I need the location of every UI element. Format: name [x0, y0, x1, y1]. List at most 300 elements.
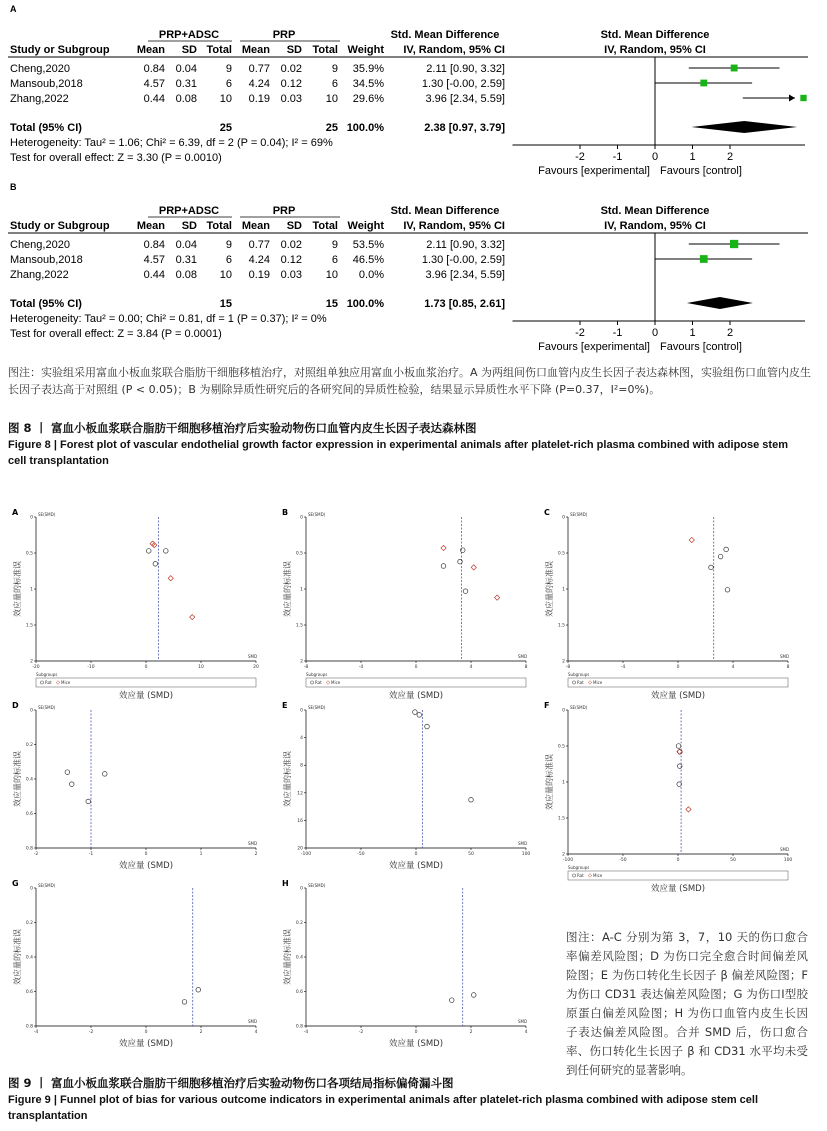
- point-rat: [425, 724, 430, 729]
- heterogeneity: Heterogeneity: Tau² = 1.06; Chi² = 6.39, df = 2 (P = 0.04); I² = 69%: [10, 137, 333, 149]
- funnel-h: [278, 876, 546, 1066]
- x-tick-label: -4: [620, 665, 626, 670]
- axis-title-y: SE(SMD): [38, 512, 56, 517]
- y-tick-label: 16: [297, 818, 303, 824]
- x-axis-label: 效应量 (SMD): [650, 691, 706, 701]
- y-tick-label: 0.4: [25, 955, 33, 961]
- study-marker: [700, 80, 707, 87]
- panel-letter: D: [12, 701, 19, 710]
- point-rat: [449, 998, 454, 1003]
- point-rat: [676, 744, 681, 749]
- y-tick-label: 1: [30, 587, 33, 593]
- funnel-g: [8, 876, 276, 1066]
- total-ci: 2.38 [0.97, 3.79]: [424, 122, 505, 134]
- y-tick-label: 0: [300, 515, 303, 521]
- point-rat: [69, 782, 74, 787]
- y-tick-label: 0.6: [25, 990, 33, 995]
- x-tick-label: 0: [676, 665, 680, 670]
- funnel-c: [540, 505, 808, 699]
- column-header: Total: [312, 44, 338, 56]
- y-tick-label: 0: [562, 708, 565, 714]
- x-tick-label: -1: [88, 852, 94, 857]
- study-marker: [700, 255, 708, 263]
- figure9-title-en: [8, 1092, 808, 1124]
- axis-title-y: SE(SMD): [570, 705, 588, 710]
- summary-diamond: [691, 121, 797, 133]
- axis-tick-label: 1: [689, 151, 696, 163]
- total-n2: 25: [325, 122, 338, 134]
- y-tick-label: 1: [300, 587, 303, 593]
- study-cell: 2.11 [0.90, 3.32]: [426, 63, 505, 75]
- panel-letter: A: [12, 508, 19, 517]
- y-tick-label: 0.8: [25, 1024, 33, 1030]
- point-rat: [709, 565, 714, 570]
- panel-letter: A: [10, 4, 17, 14]
- point-rat: [441, 564, 446, 569]
- panel-letter: B: [282, 508, 289, 517]
- funnel-a-svg: [8, 505, 276, 701]
- study-cell: 6: [331, 78, 338, 90]
- column-header: SD: [181, 220, 197, 232]
- x-tick-label: 2: [199, 1030, 203, 1035]
- legend-mice-label: Mice: [331, 680, 341, 685]
- group-header: PRP+ADSC: [158, 29, 220, 41]
- study-cell: 0.12: [280, 254, 302, 266]
- x-tick-label: 2: [469, 1030, 473, 1035]
- total-weight: 100.0%: [346, 298, 384, 310]
- study-cell: 35.9%: [352, 63, 384, 75]
- x-tick-label: 50: [730, 858, 736, 863]
- column-header: Mean: [241, 44, 270, 56]
- funnel-b-svg: [278, 505, 546, 701]
- figure9-note-text: 图注：A-C 分别为第 3，7，10 天的伤口愈合率偏差风险图；D 为伤口完全愈合时间偏差风险图；E 为伤口转化生长因子 β 偏差风险图；F 为伤口 CD31 表达偏差风险图；G 为伤口Ⅰ型胶原蛋白偏差风险图；H 为伤口血管内皮生长因子表达偏差风险图。合并 SMD 后，伤口愈合率、伤口转化生长因子 β 和 CD31 水平均未受到任何研究的显著影响。: [566, 930, 808, 1077]
- legend-mice-label: Mice: [593, 680, 603, 685]
- y-tick-label: 0.2: [25, 743, 33, 748]
- point-rat: [463, 589, 468, 594]
- y-tick-label: 0: [30, 886, 33, 892]
- x-tick-label: -100: [562, 858, 574, 863]
- summary-diamond: [687, 297, 753, 309]
- point-rat: [146, 549, 151, 554]
- point-rat: [86, 799, 91, 804]
- legend-mice-symbol: [56, 681, 60, 685]
- axis-right-label: Favours [control]: [660, 165, 742, 177]
- study-cell: Cheng,2020: [10, 63, 70, 75]
- figure8-note: [8, 364, 816, 398]
- figure8-title-en: [8, 437, 808, 469]
- x-tick-label: 10: [198, 665, 204, 670]
- point-rat: [65, 770, 70, 775]
- axis-title-x: SMD: [780, 847, 790, 852]
- x-tick-label: 2: [254, 852, 258, 857]
- y-tick-label: 2: [300, 659, 303, 665]
- y-tick-label: 0.5: [557, 551, 565, 557]
- total-label: Total (95% CI): [10, 122, 82, 134]
- study-cell: 10: [325, 269, 338, 281]
- study-cell: Mansoub,2018: [10, 254, 83, 266]
- x-tick-label: 100: [783, 858, 793, 863]
- point-mice: [689, 537, 694, 542]
- study-cell: 9: [331, 239, 338, 251]
- x-axis-label: 效应量 (SMD): [650, 884, 706, 894]
- y-tick-label: 0.2: [295, 921, 303, 926]
- axis-tick-label: 2: [726, 151, 734, 163]
- x-axis-label: 效应量 (SMD): [118, 1039, 174, 1049]
- study-cell: 0.19: [248, 269, 270, 281]
- x-tick-label: -10: [87, 665, 95, 670]
- x-tick-label: 0: [144, 852, 148, 857]
- study-cell: 0.02: [280, 239, 302, 251]
- study-cell: 0.03: [280, 93, 302, 105]
- legend-mice-symbol: [588, 681, 592, 685]
- study-cell: 4.57: [143, 78, 165, 90]
- heterogeneity: Heterogeneity: Tau² = 0.00; Chi² = 0.81, df = 1 (P = 0.37); I² = 0%: [10, 313, 327, 325]
- point-mice: [686, 807, 691, 812]
- study-cell: 0.04: [175, 63, 197, 75]
- study-cell: 34.5%: [352, 78, 384, 90]
- axis-left-label: Favours [experimental]: [538, 165, 650, 177]
- x-tick-label: 4: [731, 665, 735, 670]
- point-rat: [196, 987, 201, 992]
- x-tick-label: 100: [521, 852, 531, 857]
- figure8-note-text: 图注：实验组采用富血小板血浆联合脂肪干细胞移植治疗，对照组单独应用富血小板血浆治疗。A 为两组间伤口血管内皮生长因子表达森林图，实验组伤口血管内皮生长因子表达高于对照组 (P < 0.05)；B 为剔除异质性研究后的各研究间的异质性检验，结果显示异质性水平下降 (P=0.37，I²=0%)。: [8, 366, 812, 396]
- x-tick-label: -4: [33, 1030, 39, 1035]
- study-cell: 46.5%: [352, 254, 384, 266]
- legend-title: Subgroups: [306, 672, 328, 677]
- point-rat: [469, 797, 474, 802]
- column-header: Mean: [136, 220, 165, 232]
- x-tick-label: -2: [358, 1030, 364, 1035]
- study-cell: 0.77: [248, 239, 270, 251]
- legend-title: Subgroups: [36, 672, 58, 677]
- column-header: Study or Subgroup: [10, 44, 110, 56]
- y-tick-label: 1.5: [557, 623, 565, 629]
- panel-letter: H: [282, 879, 289, 888]
- y-axis-label: 效应量的标准误: [283, 929, 292, 985]
- study-cell: Zhang,2022: [10, 93, 69, 105]
- study-cell: 1.30 [-0.00, 2.59]: [421, 254, 505, 266]
- legend-mice-symbol: [588, 874, 592, 878]
- axis-tick-label: -2: [575, 327, 585, 339]
- column-header: Mean: [136, 44, 165, 56]
- legend-rat-label: Rat: [45, 680, 52, 685]
- study-cell: 4.24: [248, 254, 270, 266]
- axis-title-x: SMD: [780, 654, 790, 659]
- x-axis-label: 效应量 (SMD): [388, 861, 444, 871]
- point-rat: [153, 562, 158, 567]
- group-header: Std. Mean Difference: [390, 205, 500, 217]
- x-axis-label: 效应量 (SMD): [388, 1039, 444, 1049]
- x-tick-label: 0: [676, 858, 680, 863]
- funnel-b: [278, 505, 546, 699]
- y-tick-label: 1.5: [557, 816, 565, 822]
- y-axis-label: 效应量的标准误: [13, 751, 22, 807]
- y-tick-label: 4: [300, 736, 303, 742]
- column-header: SD: [286, 44, 302, 56]
- axis-tick-label: 0: [651, 151, 659, 163]
- study-marker: [800, 95, 806, 101]
- axis-title-y: SE(SMD): [38, 883, 56, 888]
- y-tick-label: 0: [300, 886, 303, 892]
- legend-title: Subgroups: [568, 672, 590, 677]
- study-cell: 0.77: [248, 63, 270, 75]
- total-n2: 15: [325, 298, 338, 310]
- column-header: SD: [286, 220, 302, 232]
- axis-title-y: SE(SMD): [308, 512, 326, 517]
- y-tick-label: 0.6: [25, 812, 33, 817]
- x-axis-label: 效应量 (SMD): [118, 861, 174, 871]
- group-header: Std. Mean Difference: [600, 29, 710, 41]
- figure8-title-cn: [8, 420, 818, 436]
- point-mice: [495, 595, 500, 600]
- total-label: Total (95% CI): [10, 298, 82, 310]
- axis-title-x: SMD: [518, 1019, 528, 1024]
- point-rat: [725, 587, 730, 592]
- study-cell: 0.12: [280, 78, 302, 90]
- column-header: SD: [181, 44, 197, 56]
- panel-letter: C: [544, 508, 550, 517]
- legend-rat-label: Rat: [577, 680, 584, 685]
- legend-rat-symbol: [572, 681, 575, 684]
- point-rat: [458, 559, 463, 564]
- y-tick-label: 0.2: [25, 921, 33, 926]
- x-tick-label: -8: [565, 665, 571, 670]
- forest-plot-a: [0, 0, 827, 192]
- funnel-g-svg: [8, 876, 276, 1062]
- column-header: Study or Subgroup: [10, 220, 110, 232]
- study-cell: 53.5%: [352, 239, 384, 251]
- forest-plot-a-svg: [0, 0, 827, 192]
- figure9-title-en-text: Figure 9 | Funnel plot of bias for various outcome indicators in experimental animals after platelet-rich plasma combined with adipose stem cell transplantation: [8, 1094, 759, 1122]
- x-tick-label: 0: [414, 1030, 418, 1035]
- total-n1: 15: [219, 298, 232, 310]
- group-header: Std. Mean Difference: [600, 205, 710, 217]
- y-tick-label: 0: [300, 708, 303, 714]
- axis-tick-label: 1: [689, 327, 696, 339]
- y-tick-label: 1: [562, 587, 565, 593]
- study-cell: 9: [225, 239, 232, 251]
- study-cell: 0.08: [175, 93, 197, 105]
- x-tick-label: 4: [469, 665, 473, 670]
- y-tick-label: 0.4: [25, 777, 33, 783]
- study-cell: 0.31: [175, 78, 197, 90]
- figure8-title-en-text: Figure 8 | Forest plot of vascular endothelial growth factor expression in experimental animals after platelet-rich plasma combined with adipose stem cell transplantation: [8, 439, 788, 467]
- study-cell: 0.19: [248, 93, 270, 105]
- study-cell: 0.84: [143, 239, 165, 251]
- figure9-title-cn: [8, 1075, 818, 1091]
- x-tick-label: 0: [414, 852, 418, 857]
- axis-title-x: SMD: [518, 841, 528, 846]
- axis-tick-label: 2: [726, 327, 734, 339]
- study-cell: 6: [331, 254, 338, 266]
- study-cell: Zhang,2022: [10, 269, 69, 281]
- column-header: Total: [206, 44, 232, 56]
- y-tick-label: 1.5: [295, 623, 303, 629]
- column-header: Mean: [241, 220, 270, 232]
- x-tick-label: 0: [144, 1030, 148, 1035]
- panel-letter: G: [12, 879, 19, 888]
- funnel-e-svg: [278, 698, 546, 884]
- study-cell: 3.96 [2.34, 5.59]: [425, 93, 505, 105]
- point-rat: [724, 547, 729, 552]
- study-cell: 29.6%: [352, 93, 384, 105]
- x-axis-label: 效应量 (SMD): [388, 691, 444, 701]
- study-cell: 3.96 [2.34, 5.59]: [425, 269, 505, 281]
- study-cell: 9: [331, 63, 338, 75]
- axis-title-x: SMD: [248, 841, 258, 846]
- study-cell: 2.11 [0.90, 3.32]: [426, 239, 505, 251]
- y-tick-label: 0.5: [295, 551, 303, 557]
- x-tick-label: -2: [33, 852, 39, 857]
- x-tick-label: 0: [414, 665, 418, 670]
- column-header: Weight: [347, 44, 384, 56]
- group-header: Std. Mean Difference: [390, 29, 500, 41]
- y-tick-label: 8: [300, 763, 303, 769]
- y-tick-label: 1: [562, 780, 565, 786]
- axis-left-label: Favours [experimental]: [538, 341, 650, 353]
- x-tick-label: -20: [32, 665, 40, 670]
- point-rat: [718, 554, 723, 559]
- study-marker: [730, 240, 738, 248]
- axis-title-y: SE(SMD): [38, 705, 56, 710]
- y-axis-label: 效应量的标准误: [13, 929, 22, 985]
- study-cell: 0.44: [143, 93, 165, 105]
- study-cell: 4.24: [248, 78, 270, 90]
- forest-plot-b: [0, 180, 827, 356]
- study-cell: 10: [219, 269, 232, 281]
- study-cell: 0.84: [143, 63, 165, 75]
- figure9-title-cn-text: 图 9 丨 富血小板血浆联合脂肪干细胞移植治疗后实验动物伤口各项结局指标偏倚漏斗图: [8, 1076, 454, 1090]
- total-weight: 100.0%: [346, 122, 384, 134]
- x-tick-label: -2: [88, 1030, 94, 1035]
- y-tick-label: 0.8: [25, 846, 33, 852]
- legend-mice-symbol: [326, 681, 330, 685]
- point-mice: [441, 545, 446, 550]
- study-cell: Cheng,2020: [10, 239, 70, 251]
- study-cell: 6: [225, 254, 232, 266]
- funnel-f: [540, 698, 808, 894]
- total-ci: 1.73 [0.85, 2.61]: [424, 298, 505, 310]
- y-tick-label: 2: [562, 852, 565, 858]
- funnel-a: [8, 505, 276, 699]
- y-axis-label: 效应量的标准误: [283, 751, 292, 807]
- study-cell: 0.31: [175, 254, 197, 266]
- x-tick-label: -100: [300, 852, 312, 857]
- y-tick-label: 0.5: [25, 551, 33, 557]
- y-tick-label: 0.6: [295, 990, 303, 995]
- point-rat: [182, 1000, 187, 1005]
- y-tick-label: 20: [297, 846, 303, 852]
- point-rat: [413, 710, 418, 715]
- legend-rat-symbol: [40, 681, 43, 684]
- study-cell: 6: [225, 78, 232, 90]
- x-tick-label: 0: [144, 665, 148, 670]
- funnel-e: [278, 698, 546, 888]
- legend-title: Subgroups: [568, 865, 590, 870]
- axis-tick-label: 0: [651, 327, 659, 339]
- x-tick-label: 8: [786, 665, 790, 670]
- funnel-h-svg: [278, 876, 546, 1062]
- y-tick-label: 2: [30, 659, 33, 665]
- study-marker: [731, 65, 738, 72]
- funnel-d: [8, 698, 276, 888]
- funnel-f-svg: [540, 698, 808, 894]
- axis-title-x: SMD: [248, 1019, 258, 1024]
- axis-title-x: SMD: [518, 654, 528, 659]
- legend-rat-symbol: [572, 874, 575, 877]
- y-tick-label: 0.5: [557, 744, 565, 750]
- study-cell: 1.30 [-0.00, 2.59]: [421, 78, 505, 90]
- axis-tick-label: -1: [612, 151, 623, 163]
- x-tick-label: 4: [254, 1030, 258, 1035]
- ci-arrow: [789, 95, 795, 102]
- y-tick-label: 12: [297, 791, 303, 797]
- funnel-c-svg: [540, 505, 808, 701]
- total-n1: 25: [219, 122, 232, 134]
- y-tick-label: 0: [30, 515, 33, 521]
- column-header: Total: [206, 220, 232, 232]
- x-tick-label: 8: [524, 665, 528, 670]
- study-cell: 0.44: [143, 269, 165, 281]
- y-tick-label: 0.4: [295, 955, 303, 961]
- figure8-title-cn-text: 图 8 丨 富血小板血浆联合脂肪干细胞移植治疗后实验动物伤口血管内皮生长因子表达森林图: [8, 421, 477, 435]
- panel-letter: F: [544, 701, 550, 710]
- x-tick-label: 1: [199, 852, 203, 857]
- axis-tick-label: -1: [612, 327, 623, 339]
- y-axis-label: 效应量的标准误: [545, 754, 554, 810]
- point-rat: [417, 713, 422, 718]
- overall-effect: Test for overall effect: Z = 3.30 (P = 0.0010): [10, 152, 222, 164]
- axis-title-y: SE(SMD): [308, 883, 326, 888]
- y-tick-label: 0.8: [295, 1024, 303, 1030]
- study-cell: 0.04: [175, 239, 197, 251]
- point-mice: [190, 614, 195, 619]
- x-tick-label: 20: [253, 665, 259, 670]
- forest-plot-b-svg: [0, 180, 827, 356]
- legend-mice-label: Mice: [61, 680, 71, 685]
- study-cell: 0.0%: [358, 269, 384, 281]
- x-tick-label: -50: [619, 858, 627, 863]
- legend-rat-symbol: [310, 681, 313, 684]
- column-header: IV, Random, 95% CI: [604, 220, 706, 232]
- y-tick-label: 0: [30, 708, 33, 714]
- overall-effect: Test for overall effect: Z = 3.84 (P = 0.0001): [10, 328, 222, 340]
- legend-rat-label: Rat: [315, 680, 322, 685]
- column-header: IV, Random, 95% CI: [403, 220, 505, 232]
- group-header: PRP: [272, 205, 296, 217]
- point-mice: [168, 576, 173, 581]
- study-cell: 10: [325, 93, 338, 105]
- x-tick-label: -50: [357, 852, 365, 857]
- column-header: IV, Random, 95% CI: [403, 44, 505, 56]
- y-axis-label: 效应量的标准误: [545, 561, 554, 617]
- axis-right-label: Favours [control]: [660, 341, 742, 353]
- column-header: Total: [312, 220, 338, 232]
- point-rat: [102, 772, 107, 777]
- group-header: PRP: [272, 29, 296, 41]
- axis-title-y: SE(SMD): [308, 705, 326, 710]
- panel-letter: E: [282, 701, 288, 710]
- point-rat: [164, 549, 169, 554]
- x-tick-label: -4: [358, 665, 364, 670]
- study-cell: 9: [225, 63, 232, 75]
- figure9-note: [566, 928, 808, 1080]
- column-header: IV, Random, 95% CI: [604, 44, 706, 56]
- x-tick-label: 50: [468, 852, 474, 857]
- y-tick-label: 1.5: [25, 623, 33, 629]
- x-tick-label: -4: [303, 1030, 309, 1035]
- study-cell: 0.08: [175, 269, 197, 281]
